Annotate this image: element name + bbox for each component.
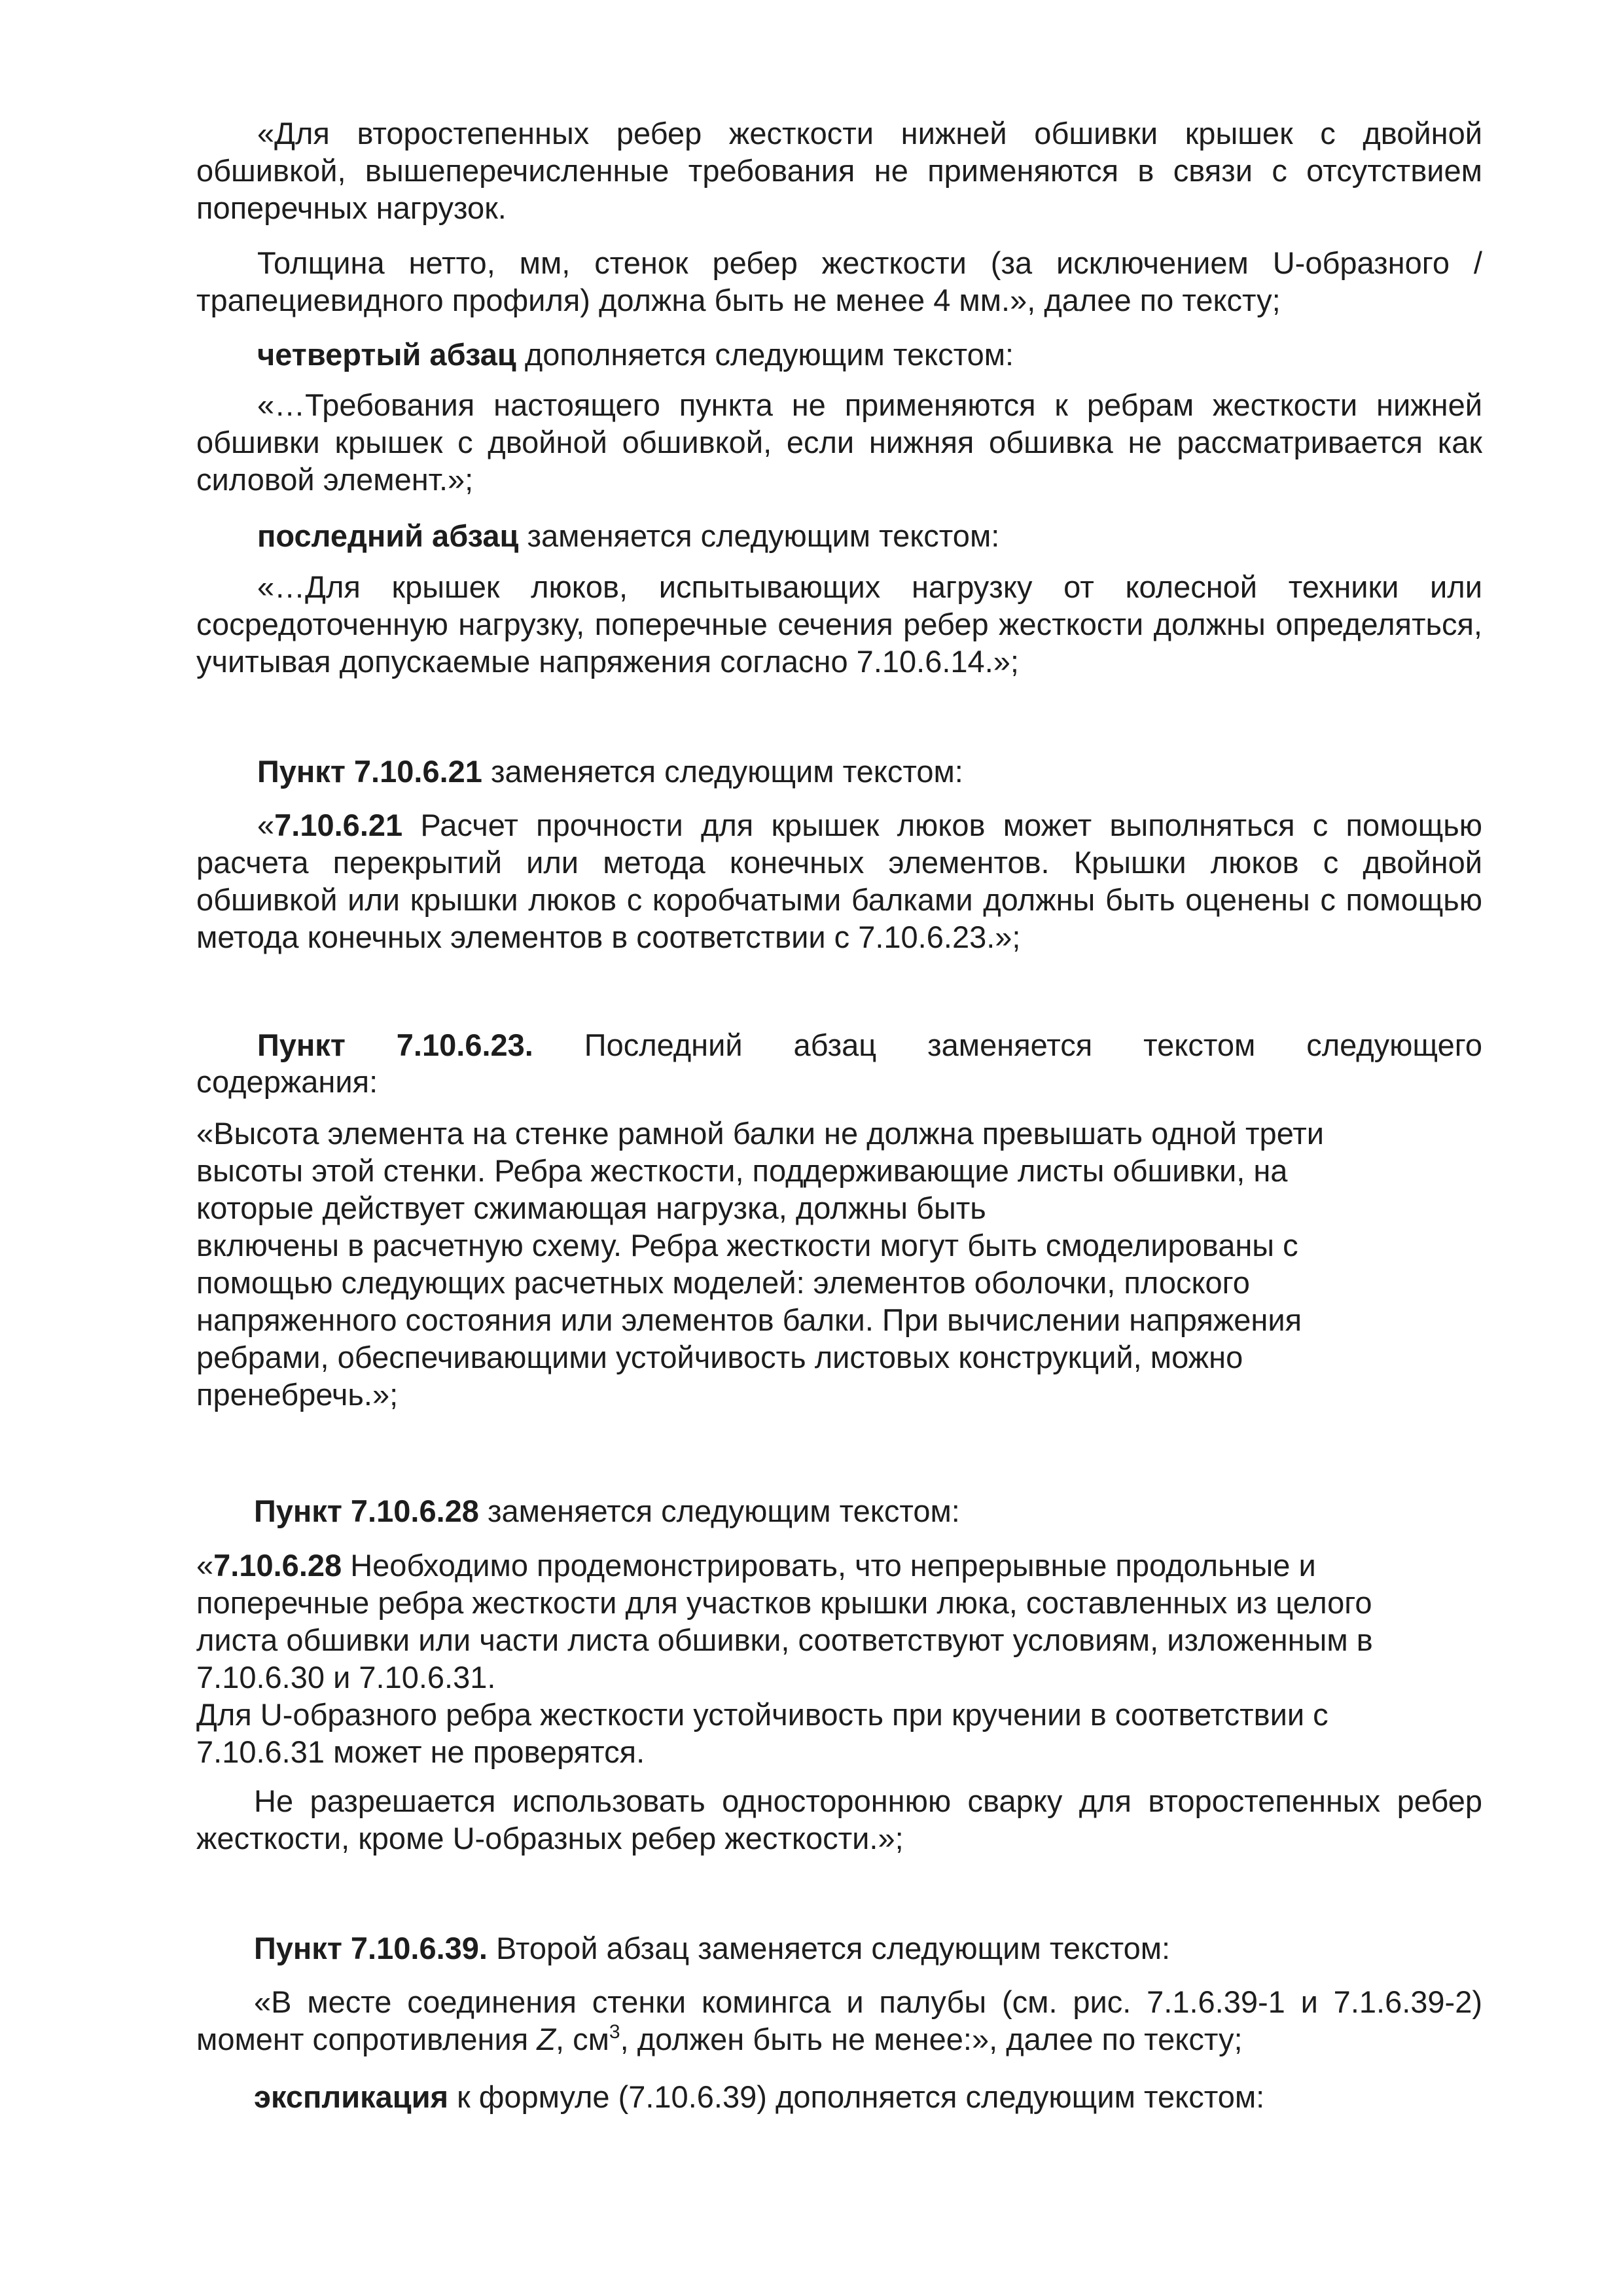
- text-line: 7.10.6.30 и 7.10.6.31.: [196, 1660, 496, 1695]
- paragraph-explication: [196, 2078, 1482, 2115]
- paragraph-thickness: [196, 244, 1482, 319]
- paragraph-text: заменяется следующим текстом:: [482, 754, 963, 789]
- bold-term: четвертый абзац: [257, 337, 516, 372]
- symbol-z: Z: [537, 2022, 556, 2056]
- section-7-10-6-39-body: [196, 1983, 1482, 2058]
- paragraph-text: , должен быть не менее:», далее по тексту;: [620, 2022, 1243, 2056]
- paragraph-wheel-load-quote: [196, 568, 1482, 680]
- section-7-10-6-23-heading-cont: [196, 1063, 1482, 1100]
- section-7-10-6-21-heading: [196, 753, 1482, 790]
- paragraph-last-abzac: [196, 517, 1482, 554]
- section-7-10-6-23-body: [196, 1115, 1482, 1413]
- heading-word: абзац: [793, 1028, 877, 1062]
- paragraph-text: , см: [555, 2022, 609, 2056]
- text-line: листа обшивки или части листа обшивки, соответствуют условиям, изложенным в: [196, 1623, 1373, 1657]
- text-line: [196, 1547, 1482, 1584]
- section-number: Пункт 7.10.6.21: [257, 754, 482, 789]
- section-7-10-6-28-body: [196, 1547, 1482, 1770]
- bold-term: последний абзац: [257, 518, 519, 553]
- text-line: включены в расчетную схему. Ребра жесткости могут быть смоделированы с: [196, 1228, 1298, 1263]
- paragraph-text: Расчет прочности для крышек люков может выполняться с помощью расчета перекрытий или метода конечных элементов. Крышки люков с двойной обшивкой или крышки люков с коробчатыми балками должны быть оценены с помощью метода конечных элементов в соответствии с 7.10.6.23.»;: [196, 808, 1482, 954]
- section-7-10-6-28-heading: [196, 1492, 1482, 1530]
- paragraph-text: заменяется следующим текстом:: [518, 518, 1000, 553]
- quote-mark: «: [196, 1548, 214, 1583]
- paragraph-text: Не разрешается использовать одностороннюю сварку для второстепенных ребер жесткости, кроме U-образных ребер жесткости.»;: [196, 1784, 1482, 1856]
- section-7-10-6-39-heading: [196, 1929, 1482, 1967]
- section-number: 7.10.6.21: [274, 808, 403, 842]
- paragraph-welding: [196, 1782, 1482, 1857]
- heading-word: заменяется: [927, 1028, 1093, 1062]
- paragraph-text: к формуле (7.10.6.39) дополняется следующим текстом:: [448, 2079, 1265, 2114]
- text-line: 7.10.6.31 может не проверятся.: [196, 1734, 645, 1769]
- paragraph-text: Необходимо продемонстрировать, что непрерывные продольные и: [342, 1548, 1316, 1583]
- text-line: помощью следующих расчетных моделей: элементов оболочки, плоского: [196, 1265, 1250, 1300]
- heading-word: следующего: [1306, 1028, 1482, 1062]
- paragraph-text: Второй абзац заменяется следующим текстом:: [487, 1931, 1171, 1965]
- paragraph-text: «…Требования настоящего пункта не применяются к ребрам жесткости нижней обшивки крышек с двойной обшивкой, если нижняя обшивка не рассматривается как силовой элемент.»;: [196, 387, 1482, 497]
- heading-word: Пункт: [257, 1028, 346, 1062]
- section-number: 7.10.6.23.: [396, 1028, 533, 1062]
- paragraph-text: «В месте соединения стенки комингса и палубы (см. рис. 7.1.6.39-1 и 7.1.6.39-2) момент сопротивления: [196, 1984, 1482, 2056]
- bold-term: экспликация: [254, 2079, 449, 2114]
- section-number: 7.10.6.28: [213, 1548, 342, 1583]
- paragraph-requirements-quote: [196, 386, 1482, 498]
- section-7-10-6-23-heading: [196, 1026, 1482, 1064]
- text-line: поперечные ребра жесткости для участков крышки люка, составленных из целого: [196, 1585, 1372, 1620]
- paragraph-text: заменяется следующим текстом:: [478, 1494, 960, 1528]
- text-line: ребрами, обеспечивающими устойчивость листовых конструкций, можно: [196, 1340, 1243, 1374]
- paragraph-text: «Для второстепенных ребер жесткости нижней обшивки крышек с двойной обшивкой, вышеперечисленные требования не применяются в связи с отсутствием поперечных нагрузок.: [196, 116, 1482, 225]
- paragraph-intro-quote: [196, 115, 1482, 226]
- section-number: Пункт 7.10.6.28: [254, 1494, 479, 1528]
- paragraph-text: «…Для крышек люков, испытывающих нагрузку от колесной техники или сосредоточенную нагрузку, поперечные сечения ребер жесткости должны определяться, учитывая допускаемые напряжения согласно 7.10.6.14.»;: [196, 569, 1482, 679]
- quote-mark: «: [257, 808, 275, 842]
- paragraph-text: дополняется следующим текстом:: [516, 337, 1014, 372]
- paragraph-text: Толщина нетто, мм, стенок ребер жесткости (за исключением U-образного / трапециевидного профиля) должна быть не менее 4 мм.», далее по тексту;: [196, 245, 1482, 317]
- text-line: высоты этой стенки. Ребра жесткости, поддерживающие листы обшивки, на: [196, 1153, 1288, 1188]
- superscript: 3: [609, 2021, 620, 2043]
- section-7-10-6-21-body: [196, 806, 1482, 956]
- heading-word: текстом: [1143, 1028, 1256, 1062]
- text-line: пренебречь.»;: [196, 1377, 399, 1412]
- text-line: напряженного состояния или элементов балки. При вычислении напряжения: [196, 1302, 1302, 1337]
- heading-word: Последний: [584, 1028, 743, 1062]
- text-line: которые действует сжимающая нагрузка, должны быть: [196, 1191, 986, 1225]
- text-line: Для U-образного ребра жесткости устойчивость при кручении в соответствии с: [196, 1697, 1329, 1732]
- paragraph-fourth-abzac: [196, 336, 1482, 373]
- paragraph-text: содержания:: [196, 1064, 378, 1099]
- section-number: Пункт 7.10.6.39.: [254, 1931, 488, 1965]
- text-line: «Высота элемента на стенке рамной балки не должна превышать одной трети: [196, 1116, 1325, 1151]
